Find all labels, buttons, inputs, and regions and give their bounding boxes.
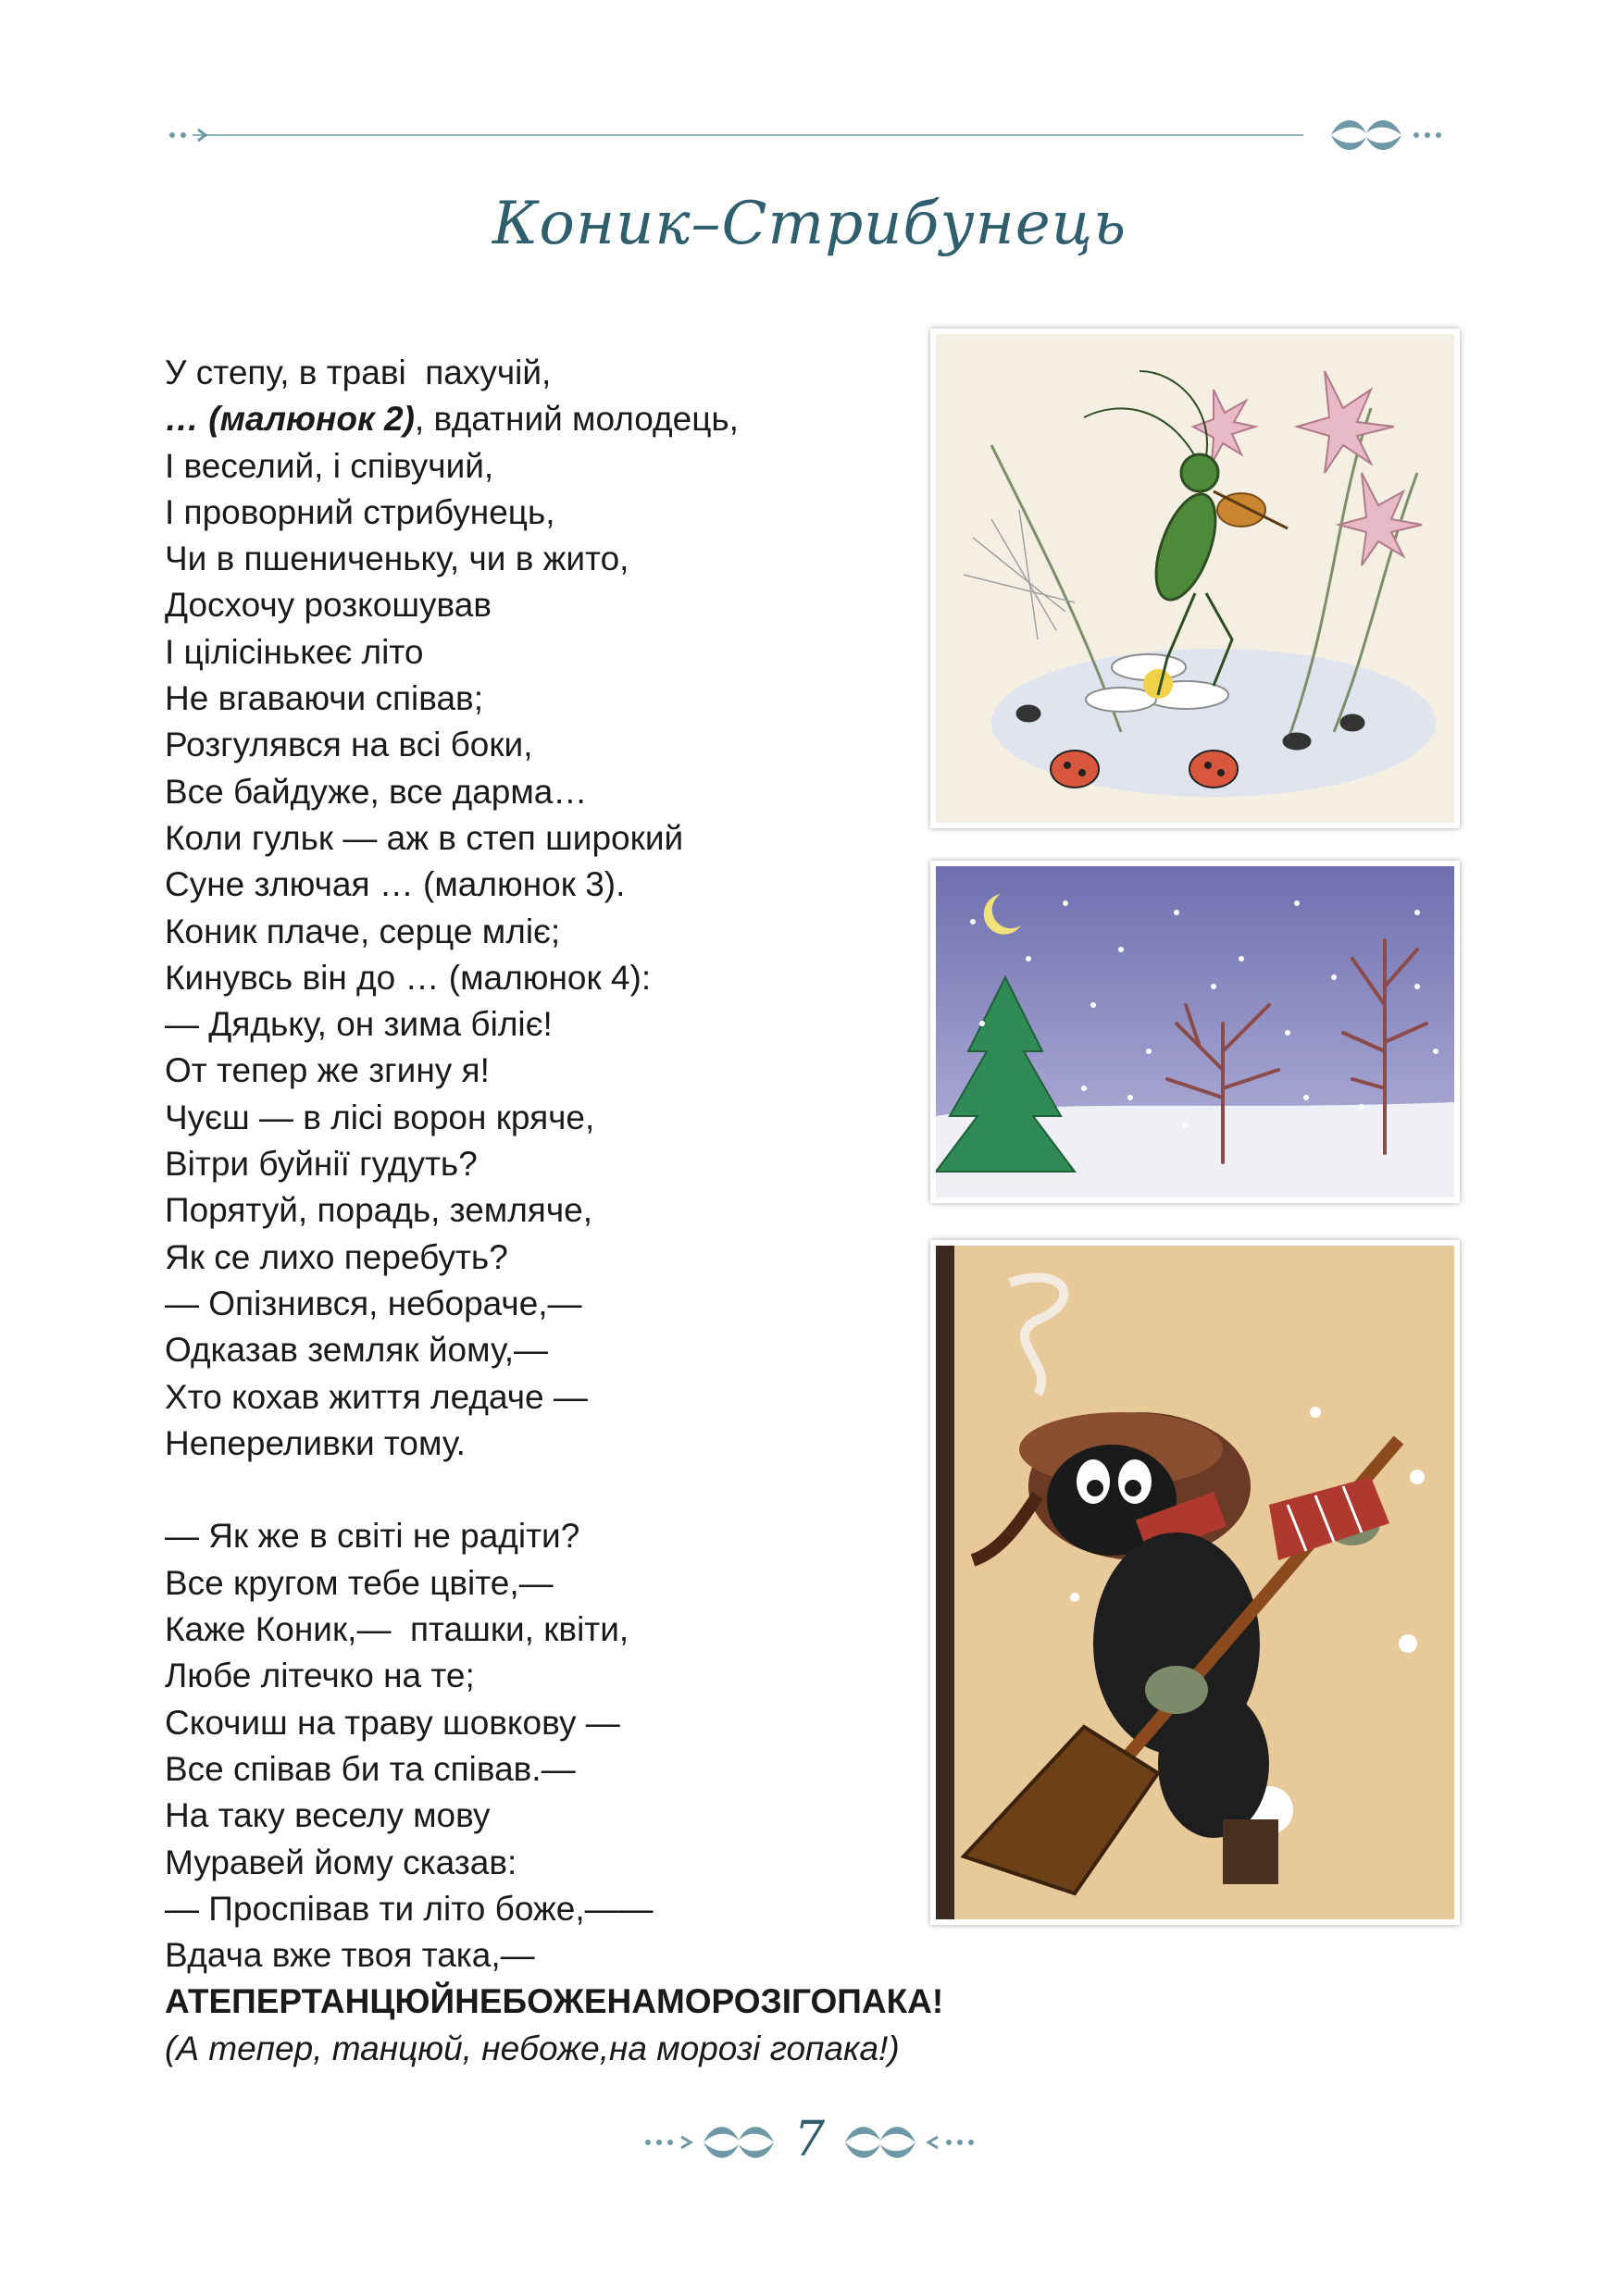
- poem-text: На таку веселу мову: [165, 1796, 491, 1835]
- poem-text: (А тепер, танцюй, небоже,на морозі гопака!): [165, 2029, 900, 2067]
- ant-illustration: [930, 1240, 1460, 1925]
- poem-text: Скочиш на траву шовкову —: [165, 1703, 620, 1742]
- poem-text: — Дядьку, он зима біліє!: [165, 1005, 553, 1044]
- poem-text: Чуєш — в лісі ворон кряче,: [165, 1098, 595, 1136]
- poem-text: Непереливки тому.: [165, 1423, 466, 1462]
- poem-line: [165, 2026, 1090, 2072]
- poem-text: … (малюнок 2): [165, 400, 415, 439]
- poem-text: От тепер же згину я!: [165, 1051, 490, 1090]
- poem-text: Любе літечко на те;: [165, 1657, 475, 1695]
- poem-text: У степу, в траві пахучій,: [165, 354, 552, 391]
- poem-text: — Як же в світі не радіти?: [165, 1517, 580, 1556]
- poem-text: Муравей йому сказав:: [165, 1843, 517, 1881]
- page-title: Коник–Стрибунець: [492, 190, 1127, 258]
- winter-illustration: [930, 861, 1460, 1203]
- poem-line: [165, 1932, 1090, 1979]
- top-ornament: [165, 109, 1461, 161]
- poem-text: Вітри буйнії гудуть?: [165, 1145, 478, 1184]
- poem-text: Все співав би та співав.—: [165, 1749, 576, 1788]
- poem-text: , вдатний молодець,: [414, 400, 739, 439]
- poem-text: Розгулявся на всі боки,: [165, 726, 533, 764]
- poem-text: Досхочу розкошував: [165, 586, 492, 625]
- page-number: 7: [793, 2112, 826, 2167]
- poem-text: — Проспівав ти літо боже,——: [165, 1889, 654, 1928]
- poem-text: :: [641, 958, 652, 997]
- poem-text: Все байдуже, все дарма…: [165, 772, 588, 811]
- poem-text: Порятуй, порадь, земляче,: [165, 1191, 592, 1230]
- poem-text: Коли гульк — аж в степ широкий: [165, 818, 684, 857]
- poem-text: Кинувсь він до …: [165, 958, 449, 997]
- poem-text: Суне злючая …: [165, 865, 424, 904]
- poem-text: Не вгаваючи співав;: [165, 679, 483, 718]
- poem-text: АТЕПЕРТАНЦЮЙНЕБОЖЕНАМОРОЗІГОПАКА!: [165, 1982, 944, 2021]
- poem-text: — Опізнився, небораче,—: [165, 1284, 582, 1322]
- poem-text: І проворний стрибунець,: [165, 492, 555, 531]
- poem-text: Чи в пшениченьку, чи в жито,: [165, 540, 629, 578]
- poem-text: Каже Коник,— пташки, квіти,: [165, 1610, 629, 1649]
- poem-text: (малюнок 4): [448, 958, 641, 997]
- poem-text: Одказав земляк йому,—: [165, 1331, 549, 1370]
- poem-text: Все кругом тебе цвіте,—: [165, 1563, 554, 1602]
- poem-text: Як се лихо перебуть?: [165, 1237, 508, 1276]
- poem-text: Коник плаче, серце мліє;: [165, 912, 561, 950]
- poem-text: І веселий, і співучий,: [165, 446, 494, 485]
- poem-line: [165, 1979, 1090, 2025]
- poem-text: Хто кохав життя ледаче —: [165, 1377, 588, 1416]
- poem-text: (малюнок 3): [423, 865, 616, 904]
- poem-text: І цілісінькеє літо: [165, 632, 424, 671]
- poem-text: Вдача вже твоя така,—: [165, 1936, 535, 1975]
- poem-text: .: [616, 865, 626, 904]
- grasshopper-illustration: [930, 329, 1460, 828]
